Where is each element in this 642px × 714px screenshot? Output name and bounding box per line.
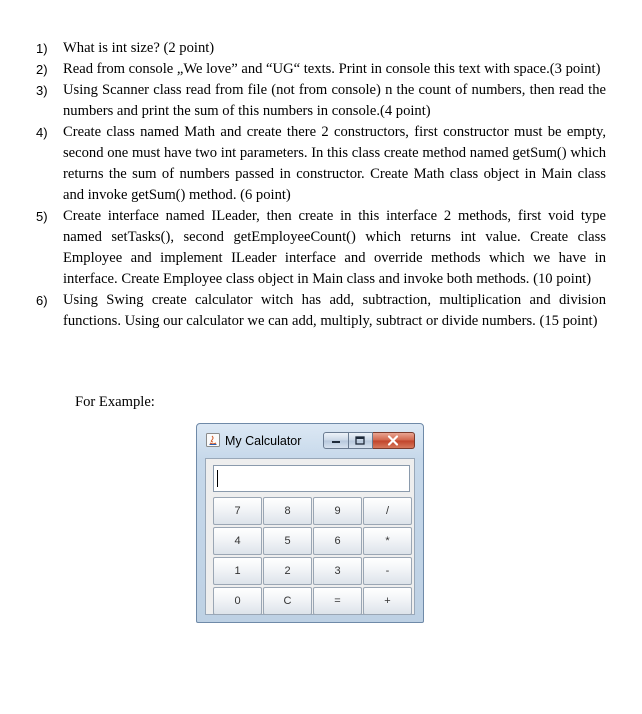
key-add[interactable]: + — [363, 587, 412, 615]
question-1 — [36, 38, 606, 59]
java-app-icon — [206, 433, 220, 447]
maximize-icon — [349, 433, 371, 448]
question-5 — [36, 206, 606, 290]
question-number: 4) — [36, 125, 48, 140]
assignment-list — [36, 38, 606, 332]
question-text: What is int size? (2 point) — [63, 40, 215, 56]
question-text: Create class named Math and create there 2 constructors, first constructor must be empty, second one must have two int parameters. In this class create method named getSum() which returns the sum of numbers passed in constructor. Create Math class object in Main class and invoke getSum() method. (6 point) — [63, 124, 606, 203]
question-number: 1) — [36, 41, 48, 56]
question-number: 3) — [36, 83, 48, 98]
calculator-display[interactable] — [213, 465, 410, 492]
text-caret — [217, 470, 218, 487]
key-8[interactable]: 8 — [263, 497, 312, 525]
key-subtract[interactable]: - — [363, 557, 412, 585]
key-1[interactable]: 1 — [213, 557, 262, 585]
question-text: Create interface named ILeader, then create in this interface 2 methods, first void type named setTasks(), second getEmployeeCount() which returns int value. Create class Employee and implement ILeader interface and override methods which we have in interface. Create Employee class object in Main class and invoke both methods. (10 point) — [63, 208, 606, 287]
question-text: Using Swing create calculator witch has add, subtraction, multiplication and division functions. Using our calculator we can add, multiply, subtract or divide numbers. (15 point) — [63, 292, 606, 329]
example-label: For Example: — [75, 394, 155, 410]
question-3 — [36, 80, 606, 122]
key-4[interactable]: 4 — [213, 527, 262, 555]
maximize-button[interactable] — [349, 432, 373, 449]
key-0[interactable]: 0 — [213, 587, 262, 615]
minimize-icon — [324, 433, 348, 448]
key-9[interactable]: 9 — [313, 497, 362, 525]
key-multiply[interactable]: * — [363, 527, 412, 555]
key-3[interactable]: 3 — [313, 557, 362, 585]
key-clear[interactable]: C — [263, 587, 312, 615]
window-title: My Calculator — [225, 434, 302, 448]
close-button[interactable] — [373, 432, 415, 449]
question-text: Using Scanner class read from file (not from console) n the count of numbers, then read the numbers and print the sum of this numbers in console.(4 point) — [63, 82, 606, 119]
question-6 — [36, 290, 606, 332]
key-equals[interactable]: = — [313, 587, 362, 615]
question-4 — [36, 122, 606, 206]
close-icon — [373, 433, 413, 448]
window-controls — [323, 432, 415, 449]
key-5[interactable]: 5 — [263, 527, 312, 555]
minimize-button[interactable] — [323, 432, 349, 449]
key-divide[interactable]: / — [363, 497, 412, 525]
calculator-window — [196, 423, 424, 623]
question-number: 2) — [36, 62, 48, 77]
question-number: 6) — [36, 293, 48, 308]
title-bar[interactable] — [197, 424, 423, 458]
key-7[interactable]: 7 — [213, 497, 262, 525]
calculator-keypad — [213, 497, 413, 615]
question-number: 5) — [36, 209, 48, 224]
question-2 — [36, 59, 606, 80]
key-2[interactable]: 2 — [263, 557, 312, 585]
calculator-content — [205, 458, 415, 615]
key-6[interactable]: 6 — [313, 527, 362, 555]
question-text: Read from console „We love” and “UG“ texts. Print in console this text with space.(3 point) — [63, 61, 601, 77]
